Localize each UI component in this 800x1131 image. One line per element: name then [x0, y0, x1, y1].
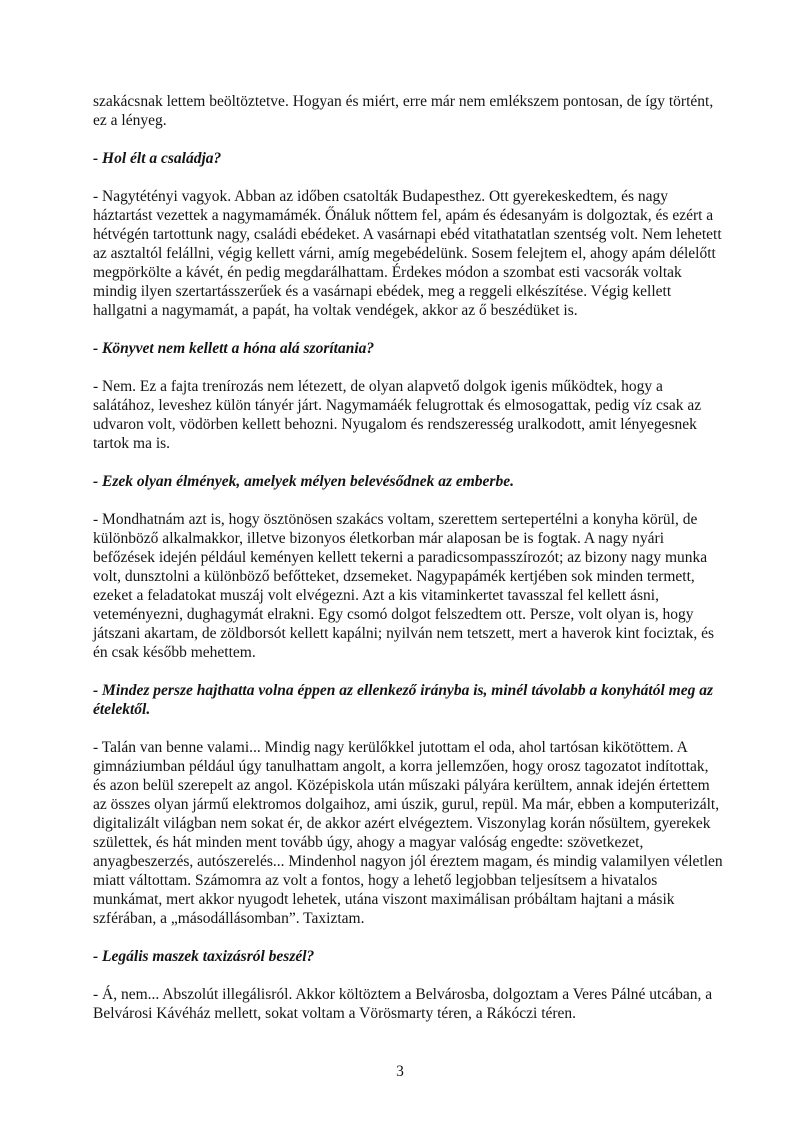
interview-question: - Hol élt a családja? [93, 150, 222, 167]
document-body [93, 92, 723, 1042]
interview-question: - Mindez persze hajthatta volna éppen az ellenkező irányba is, minél távolabb a konyhától meg az ételektől. [93, 682, 714, 718]
interview-question: - Könyvet nem kellett a hóna alá szorítania? [93, 340, 375, 357]
interview-paragraph: - Á, nem... Abszolút illegálisról. Akkor költöztem a Belvárosba, dolgoztam a Veres Pálné utcában, a Belvárosi Kávéház mellett, sokat voltam a Vörösmarty téren, a Rákóczi téren. [93, 986, 713, 1022]
interview-paragraph: - Talán van benne valami... Mindig nagy kerülőkkel jutottam el oda, ahol tartósan kikötöttem. A gimnáziumban például úgy tanulhattam angolt, a korra jellemzően, hogy orosz tagozatot indítottak, és azon belül szerepelt az angol. Középiskola után műszaki pályára kerültem, annak idején értettem az összes olyan jármű elektromos dolgaihoz, ami úszik, gurul, repül. Ma már, ebben a komputerizált, digitalizált világban nem sokat ér, de akkor azért elvégeztem. Viszonylag korán nősültem, gyerekek születtek, és hát minden ment tovább úgy, ahogy a magyar valóság engedte: szövetkezet, anyagbeszerzés, autószerelés... Mindenhol nagyon jól éreztem magam, és mindig valamilyen véletlen miatt váltottam. Számomra az volt a fontos, hogy a lehető legjobban teljesítsem a hivatalos munkámat, mert akkor nyugodt lehetek, utána viszont maximálisan próbáltam hajtani a másik szférában, a „másodállásomban”. Taxiztam. [93, 739, 723, 927]
interview-question: - Legális maszek taxizásról beszél? [93, 948, 315, 965]
interview-paragraph: - Mondhatnám azt is, hogy ösztönösen szakács voltam, szerettem sertepertélni a konyha körül, de különböző alkalmakkor, illetve bizonyos életkorban már alaposan be is fogtak. A nagy nyári befőzések idején például keményen kellett tekerni a paradicsompasszírozót; az bizony nagy munka volt, dunsztolni a különböző befőtteket, dzsemeket. Nagypapámék kertjében sok minden termett, ezeket a feladatokat muszáj volt elvégezni. Azt a kis vitaminkertet tavasszal fel kellett ásni, veteményezni, dughagymát elrakni. Egy csomó dolgot felszedtem ott. Persze, volt olyan is, hogy játszani akartam, de zöldborsót kellett kapálni; nyilván nem tetszett, mert a haverok kint fociztak, és én csak később mehettem. [93, 511, 715, 661]
interview-paragraph: - Nagytétényi vagyok. Abban az időben csatolták Budapesthez. Ott gyerekeskedtem, és nagy háztartást vezettek a nagymamámék. Őnáluk nőttem fel, apám és édesanyám is dolgoztak, és ezért a hétvégén tartottunk nagy, családi ebédeket. A vasárnapi ebéd vitathatatlan szentség volt. Nem lehetett az asztaltól felállni, végig kellett várni, amíg megebédelünk. Sosem felejtem el, ahogy apám délelőtt megpörkölte a kávét, én pedig megdarálhattam. Érdekes módon a szombat esti vacsorák voltak mindig ilyen szertartásszerűek és a vasárnapi ebédek, meg a reggeli elkészítése. Végig kellett hallgatni a nagymamát, a papát, ha voltak vendégek, akkor az ő beszédüket is. [93, 188, 722, 319]
interview-paragraph: - Nem. Ez a fajta trenírozás nem létezett, de olyan alapvető dolgok igenis működtek, hogy a salátához, leveshez külön tányér járt. Nagymamáék felugrottak és elmosogattak, pedig víz csak az udvaron volt, vödörben kellett behozni. Nyugalom és rendszeresség uralkodott, amit lényegesnek tartok ma is. [93, 378, 702, 452]
interview-paragraph: szakácsnak lettem beöltöztetve. Hogyan és miért, erre már nem emlékszem pontosan, de így történt, ez a lényeg. [93, 93, 714, 129]
page-number: 3 [396, 1063, 404, 1080]
interview-question: - Ezek olyan élmények, amelyek mélyen belevésődnek az emberbe. [93, 473, 514, 490]
